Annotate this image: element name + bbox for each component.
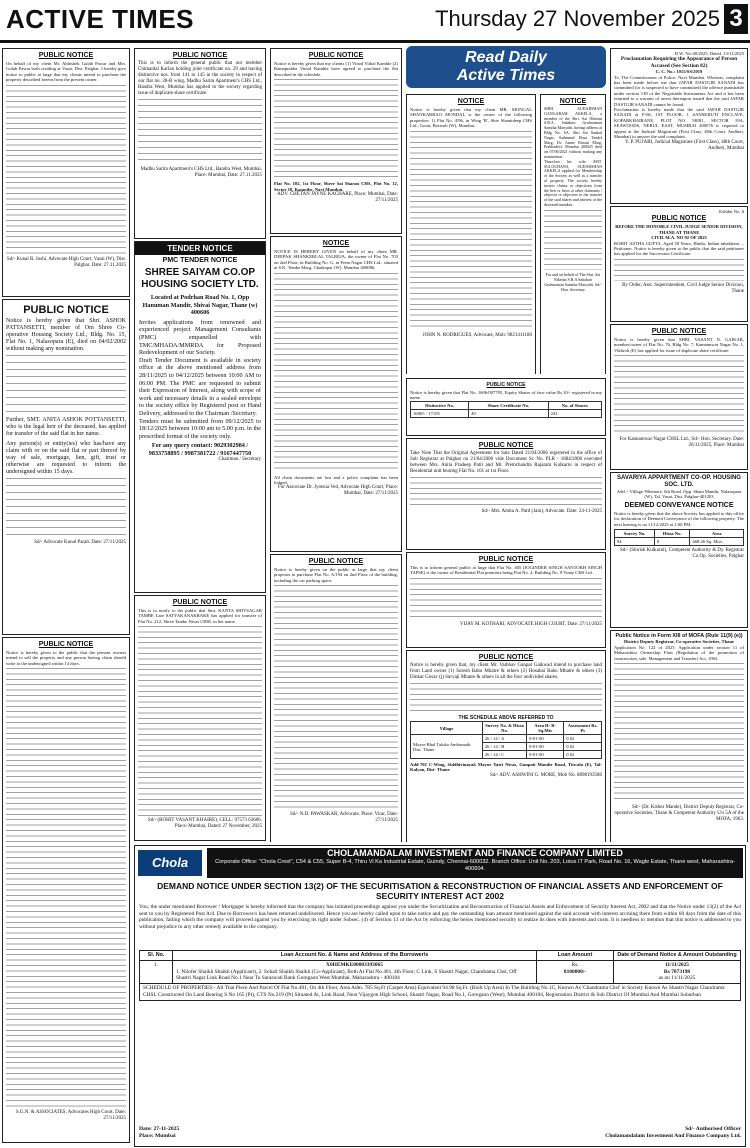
notice-intro: Notice is hereby given that SHRI. VASANT N. GAIKAR, member/owner of Flat No. 76, Bldg No. 7, Kannamwar Nagar No. 1, Vikhroli (E) has applied for issue of duplicate share certificate. bbox=[614, 337, 744, 353]
dw-reference: D.W. No-40/2025, Dated: 13/11/2025 bbox=[674, 51, 744, 56]
notice-intro: SHRI. SUDARSHAN GANGARAM AKKELA, a member of the Shri. Sai Niketan S.R.A. Sahakari Gruhnirman Sanstha Maryadit, having address at Bldg No. 6A, Shri Sai Sankul Nagar, Sadanand Hosa Tandel Marg, Dr. Annie Besant Marg, Prabhadevi, Mumbai 400025 died on 07/06/2021 without making any nomination. bbox=[544, 106, 602, 159]
notice-title: NOTICE bbox=[559, 98, 587, 105]
tender-heading: TENDER NOTICE bbox=[135, 242, 265, 255]
public-notice-1-1 bbox=[2, 48, 130, 297]
demand-date: 11/11/2025 bbox=[665, 961, 689, 968]
notice-intro: On behalf of my client Mr. Abhishek Gulab Pawar and Mrs. Gulab Pawar both residing at Vasai, Dist. Palghar, I hereby give notice to public at large that my clients intend to purchase the property described herein from the present owner. bbox=[6, 61, 126, 83]
notice-title: PUBLIC NOTICE bbox=[478, 654, 534, 661]
company-address: Corporate Office: "Chola Crest", C54 & C55, Super B-4, Thiru Vi Ka Industrial Estate, Guindy, Chennai-600032. Branch Office: Unit No. 203, Lotus IT Park, Road No. 16, Wagle Estate, Thane west, Maharashtra-400604. bbox=[215, 859, 735, 872]
mofa-notice bbox=[610, 630, 748, 842]
demand-table bbox=[139, 950, 741, 1001]
mofa-body: Application No. 122 of 2025. Application under section 11 of Maharashtra Ownership Flats (Regulation of the promotion of construction, sale, Management and Transfer) Act, 1963. bbox=[614, 644, 744, 661]
col-assessment: Assessment Rs. Ps bbox=[564, 722, 602, 735]
public-notice-1-3 bbox=[2, 637, 130, 1143]
notice-signature: For Associate Dr. Jyotsna Ved, Advocate High Court, Place: Mumbai, Date: 27/11/2025 bbox=[277, 485, 398, 497]
newspaper-title: ACTIVE TIMES bbox=[6, 4, 195, 34]
cholamandalam-demand-notice bbox=[134, 845, 746, 1147]
table-row bbox=[140, 960, 741, 983]
society-address: Add.:- Village-Nilemore, 6th Road, Opp. Shani Mandir, Nalasopara (W), Tal. Vasai, Dist. Palghar-401203 bbox=[616, 489, 742, 500]
exhibit-number: Exhibit No. 6 bbox=[719, 209, 744, 214]
demand-notice-intro: You, the under mentioned Borrower / Mortgager is hereby informed that the company has initiated proceedings against you under the Securitization and Reconstruction of Financial Assets and Enforcement of Security Interest Act, 2002 and that the Notice under 13(2) of the Act sent to you by Registered Post A/d. Due to Borrower/s has been returned undelivered. Hence you are hereby called upon to take notice and pay the outstanding loan amount mentioned against the said account with interest accruing there from within 60 days from the date of this publication, failing which the company will proceed against you by exercising its right under Subsec. (4) of Section 13 of the Act by enforcing the below mentioned security to realize its dues with interests and costs. It is needless to mention that this notice is addressed to you without prejudice to any other remedy available to the company. bbox=[139, 904, 741, 930]
notice-title: PUBLIC NOTICE bbox=[478, 442, 534, 449]
masthead bbox=[0, 0, 750, 43]
proclamation-notice bbox=[610, 48, 748, 204]
public-notice-m-2 bbox=[406, 552, 606, 648]
court-name: BEFORE THE HONOBLE CIVIL JUDGE SENIOR DIVISION, THANE AT THANE bbox=[615, 224, 743, 235]
col-area: Area bbox=[690, 530, 744, 538]
conveyance-body: Notice is hereby given that the above Society has applied to this office for declaration of Deemed Conveyance of the following property. The next hearing is on 11/12/2025 at 2:00 PM. bbox=[614, 510, 744, 527]
notice-title: PUBLIC NOTICE bbox=[308, 558, 364, 565]
share-table bbox=[410, 401, 602, 418]
read-daily-banner bbox=[406, 46, 606, 90]
amount-label: Rs. bbox=[571, 961, 579, 968]
schedule-of-properties: SCHEDULE OF PROPERTIES:- All That Piece And Parcel Of Flat No.401, On 4th Floor, Area Adm. 785 Sq.Ft (Carpet Area) Equivalent 94.98 Sq.Ft. (Built Up Area) In The Building No.1C, Known As 'Chandrama Chsl' in Society Known As Shastri Nagar Chandrama CHSL Constructed On Land Bearing S No 165 (Pt), CTS No.219 (Pt) Situated At, Link Road, Near Vijaygon High School, Shastri Nagar, Road No.1, Goregaon (West), Mumbai 400104, Registration District & Sub District Of Mumbai And Mumbai Suburban bbox=[140, 984, 741, 1001]
col-amount: Loan Amount bbox=[537, 951, 614, 961]
demand-as-of: as on 11/11/2025 bbox=[658, 975, 696, 982]
notice-signature: VIJAY M. KOTHARI, ADVOCATE HIGH COURT. Date: 27/11/2025 bbox=[459, 621, 602, 627]
mofa-title: Public Notice in Form XIII of MOFA (Rule 11(9) (e)) bbox=[615, 633, 743, 639]
notice-title: NOTICE bbox=[322, 240, 350, 247]
society-name: SAVARIYA APPARTMENT CO-OP. HOUSING SOC. LTD. bbox=[617, 475, 741, 488]
notice-body: This is to inform general public at large that Flat No. 405 (JOGINDER SINGH SANTOKH SINGH TAPSE) is the owner of Residential Flat premises being Flat No. 4, Building No. 9 Vinay CHS Ltd. bbox=[410, 565, 602, 576]
notice-title: NOTICE bbox=[457, 98, 485, 105]
public-notice-m-3 bbox=[406, 650, 606, 842]
notice-intro: NOTICE IS HEREBY GIVEN on behalf of my client MR. DEEPAK SHANKERLAL TALREJA, the owner of Flat No. 703 on 2nd Floor, in Building No. G, in Prem Nagar CHS Ltd., situated at S.K. Tembe Marg, Ghatkopar (W), Mumbai 400086. bbox=[274, 249, 398, 271]
mofa-subtitle: District Deputy Registrar, Co-operative Societies, Thane bbox=[623, 639, 735, 645]
table-row: 94 8 468.26 Sq. Mtrs. bbox=[615, 538, 744, 546]
loan-amount: 8100000/- bbox=[563, 968, 587, 975]
conveyance-title: DEEMED CONVEYANCE NOTICE bbox=[624, 501, 734, 509]
authorised-company: Cholamandalam Investment And Finance Company Ltd. bbox=[605, 1133, 741, 1139]
notice-signature: Sd/- Mrs. Amita A. Patil (Jain), Advocate. Date: 24-11-2025 bbox=[481, 509, 602, 514]
notice-signature: For and on behalf of The Shri. Sai Niketan S.R.A Sahakari Gruhnirman Sanstha Maryadit. Sd/- Hon. Secretary bbox=[544, 271, 602, 292]
notice-signature: S.G.N. & ASSOCIATES, Advocates High Court. Date: 27/11/2025 bbox=[15, 1110, 126, 1122]
public-notice-2-2 bbox=[134, 595, 266, 841]
case-number: C. C. No.: 1015/SS/2019 bbox=[655, 69, 703, 75]
notice-signature: For Kannamwar Nagar CHSL Ltd., Sd/- Hon. Secretary. Date: 26/11/2025, Place: Mumbai bbox=[619, 437, 744, 449]
authorised-officer: Sd/- Authorised Officer bbox=[685, 1126, 741, 1132]
tender-notice bbox=[134, 241, 266, 593]
table-row bbox=[140, 984, 741, 1001]
proclamation-paragraph-2: Proclamation is hereby made that the said JAFAR DASTGIR SANADI at F-06, 1ST FLOOR, 1 SANSKRUTI ENCLAVE, KOPARKHAIRANE, PLOT NO. 98/B1, SECTOR 19A, SEAWOODS, NERUL EAST, MUMBAI 400076 is required to appear at the Judicial Magistrate (First Class, 48th Court, Andheri, Mumbai) to answer the said complaint. bbox=[614, 107, 744, 140]
court-signature: By Order, Asst. Superintendent, Civil Judge Senior Division, Thane bbox=[622, 282, 744, 294]
notice-title: PUBLIC NOTICE bbox=[486, 382, 526, 388]
cell-shares: 241 bbox=[548, 409, 601, 417]
public-notice-3-2 bbox=[270, 236, 402, 552]
notice-signature: Sd/- (ROHIT VASANT KHAIRE), CELL: 97573 63606. Place: Mumbai, Dated: 27 November, 2025 bbox=[147, 818, 262, 830]
notice-title: PUBLIC NOTICE bbox=[38, 52, 94, 59]
cell-village: Moyse Bhal Taluka Ambarnath Dist. Thane bbox=[411, 735, 483, 759]
society-address: Located at Podrhan Road No. 1, Opp Hanuman Mandir, Shivai Nagar, Thane (w) 400606 bbox=[142, 294, 258, 317]
notice-paragraph-2: All chain documents are lost and a police complaint has been lodged. bbox=[274, 474, 398, 486]
schedule-table bbox=[410, 721, 602, 759]
proclamation-signature: Y. P. PUJARI, Judicial Magistrate (First Class), 48th Court, Andheri, Mumbai bbox=[625, 139, 744, 151]
table-row: 26 / 14 / B 0-01-00 0.02 bbox=[411, 743, 602, 751]
col-sl: Sl. No. bbox=[140, 951, 173, 961]
notice-intro: This is to inform the general public that our member Chimanlal Karlan holding joint certificate no. 29 and having distinctive nos. from 141 to 145 in the society in respect of our flat no. 28-B wing, Madhu Sarita Apartment's CHS Ltd., Bandra West, Mumbai has applied to the society regarding issue of duplicate share certificate. bbox=[138, 61, 262, 96]
column-1 bbox=[2, 46, 130, 1144]
public-notice-5-1 bbox=[610, 324, 748, 470]
company-name: CHOLAMANDALAM INVESTMENT AND FINANCE COMPANY LIMITED bbox=[327, 848, 623, 858]
column-4 bbox=[406, 92, 536, 374]
notice-4-1 bbox=[406, 94, 536, 374]
notice-title: PUBLIC NOTICE bbox=[23, 304, 109, 316]
property-table bbox=[614, 529, 744, 546]
proclamation-body: To, The Commissioner of Police, Navi Mumbai. Whereas, complaint has been made before me that JAFAR DASTGIR SANADI has committed (or is suspected to have committed) the offence punishable under section 138 of the Negotiable Instruments Act and it has been returned to a warrant of arrest thereupon issued that the said JAFAR DASTGIR SANADI cannot be found. bbox=[614, 74, 744, 107]
banner-line-2: Active Times bbox=[456, 67, 556, 84]
notice-intro: Notice is hereby given to the public that the present owners intend to sell the property and any person having claim should write to the undersigned within 14 days. bbox=[6, 650, 126, 666]
col-shares: No. of Shares bbox=[548, 401, 601, 409]
notice-title: PUBLIC NOTICE bbox=[172, 599, 228, 606]
column-middle-lower bbox=[406, 376, 606, 842]
notice-title: PUBLIC NOTICE bbox=[308, 52, 364, 59]
court-body: ROHIT ASTHA GUPTA, Aged 50 Years, Hindu, Indian inhabitant ... Petitioner. Notice is hereby given to the public that the said petitioner has applied for the Succession Certificate. bbox=[614, 240, 744, 257]
chola-footer bbox=[139, 1126, 741, 1142]
tender-contact: For any query contact: 9029302984 / 9833758895 / 9987381722 / 9167447750 bbox=[148, 442, 252, 457]
proclamation-title: Proclamation Requiring the Appearance of Person Accused (See Section 82) bbox=[620, 56, 738, 69]
notice-title: PUBLIC NOTICE bbox=[651, 328, 707, 335]
share-notice bbox=[406, 378, 606, 436]
notice-intro: Notice is hereby given on the public at large that my client proposes to purchase Flat No. A/194 on 2nd Floor of the building, including the car parking space. bbox=[274, 567, 398, 583]
tender-body-2: Draft Tender Document is available in society office at the above mentioned address from 28/11/2025 to 04/12/2025 between 10:00 AM to 06:00 PM. The PMC are requested to submit their Expression of Interest, along with scope of work and necessary details in a sealed envelope to the society office by Registered post or Hand Delivery, addressed to the Chairman /Secretary. bbox=[139, 356, 261, 417]
issue-date: Thursday 27 November 2025 bbox=[435, 6, 720, 31]
tender-body-3: Tenders must be submitted from 09/12/2025 to 18/12/2025 between 10:00 am to 5.00 p.m. in the prescribed format of the society only. bbox=[139, 417, 261, 440]
cell-certificate: 49 bbox=[469, 409, 549, 417]
notice-paragraph-2: Further, SMT. ANITA ASHOK POTTANSETTI, who is the legal heir of the deceased, has applied for transfer of the said flat in her name. bbox=[6, 417, 126, 437]
public-notice-3-1 bbox=[270, 48, 402, 234]
notice-4-2 bbox=[540, 94, 606, 374]
notice-paragraph-2: Therefore his wife SMT. SULOCHANA SUDARSHAN AKKELA applied for Membership of the Society as well as a transfer of property. The society hereby invites claims or objections from the heir or heirs or other claimants / objector or objectors to the transfer of the said shares and interest of the deceased member. bbox=[544, 158, 602, 207]
chola-logo: Chola bbox=[138, 850, 202, 876]
demand-notice-title: DEMAND NOTICE UNDER SECTION 13(2) OF THE SECURITISATION & RECONSTRUCTION OF FINANCIAL ASSETS AND ENFORCEMENT OF SECURITY INTEREST ACT 2002 bbox=[157, 881, 723, 901]
borrower-details: 1. Nilofer Shaikh Shaikh (Applicant), 2. Sohail Shaikh Shaikh (Co-Applicant), Both At Flat No.401, 4th Floor, C Link, S Shastri Nagar, Chandrama Chsl, Off Shastri Nagar Link Road No.1 Near To Saraswati Bank Goregaon West Mumbai, Maharashtra - 400104 bbox=[176, 968, 517, 982]
notice-intro: Notice is hereby given that my clients (1) Vinod Vithal Kamble (2) Ratnaprabha Vinod Kamble have agreed to purchase the flat described in the schedule. bbox=[274, 61, 398, 77]
public-notice-m-1 bbox=[406, 438, 606, 550]
column-2 bbox=[134, 46, 266, 842]
column-3 bbox=[270, 46, 402, 842]
notice-signature: JOHN N. RODRIGUES, Advocate, Mob: 9821411180 bbox=[422, 332, 532, 338]
col-demand: Date of Demand Notice & Amount Outstanding bbox=[614, 951, 741, 961]
col-distinctive: Distinctive No. bbox=[411, 401, 469, 409]
notice-signature: Sd/- N.D. PAWASKAR, Advocate. Place: Virar, Date: 27/11/2025 bbox=[290, 812, 398, 824]
schedule-title: THE SCHEDULE ABOVE REFERRED TO bbox=[458, 715, 554, 721]
notice-signature: Sd/- Advocate Kunal Parab. Date: 27/11/2025 bbox=[34, 540, 126, 545]
notice-signature: ADV. CHETAN JAYNE KACHARE, Place: Mumbai, Date: 27/11/2025 bbox=[277, 192, 398, 204]
notice-place: Place: Mumbai bbox=[139, 1133, 176, 1139]
tender-subheading: PMC TENDER NOTICE bbox=[162, 257, 238, 264]
notice-signature: Madhu Sarita Apartment's CHS Ltd., Bandra West, Mumbai. Place: Mumbai, Date: 27.11.2025 bbox=[140, 167, 262, 178]
cell-distinctive: 16865 - 17105 bbox=[411, 409, 469, 417]
court-notice bbox=[610, 206, 748, 322]
col-area: Area H- R- Sq.Mtr bbox=[527, 722, 564, 735]
notice-date: Date: 27-11-2025 bbox=[139, 1126, 180, 1132]
notice-signature: Sd/- ADV. ASHWINI G. MORE, Mob No. 8898193586 bbox=[490, 772, 602, 778]
notice-body: Notice is hereby given that, my client Mr. Vaibhav Ganpat Gaikwad intend to purchase land from Land owner (1) Suresh Babu Mhatre & others (2) Hosabai Babu Mhatre & others (3) Dinkar Gosav (j) Suryaji Mhatre & others in all the four undivided shares. bbox=[410, 663, 602, 680]
notice-intro: This is to notify to the public that Smt. KANTA SHIVSAGAR TAMBE Late SATYAKANAKRAKE has applied for transfer of Flat No. 212, Shree Tambe Nivas CHSL in her name. bbox=[138, 608, 262, 624]
table-row: 26 / 14 / C 0-01-00 0.02 bbox=[411, 751, 602, 759]
cell-sl: 1. bbox=[140, 960, 173, 983]
notice-paragraph-3: Any person(s) or entity(ies) who has/have any claim with or on the said flat or part thereof by way of sale, mortgage, lien, gift, trust or otherwise are requested to inform the undersigned within 15 days. bbox=[6, 441, 126, 475]
notice-title: PUBLIC NOTICE bbox=[38, 641, 94, 648]
public-notice-3-3 bbox=[270, 554, 402, 842]
col-survey: Survey No. bbox=[615, 530, 655, 538]
notice-signature: Sd/- Kunal R. Joshi, Advocate High Court, Vasai (W), Dist. Palghar. Date: 27.11.2025 bbox=[6, 256, 126, 268]
tender-body-1: Invites applications from renowned and experienced project Management Consultants (PMC) empanelled with TMC/MHADA/MMRDA for Proposed Redevelopment of our Society. bbox=[139, 318, 261, 357]
col-survey: Survey No. & Hissa No. bbox=[482, 722, 526, 735]
demand-amount: Rs 7873198 bbox=[663, 968, 691, 975]
deemed-conveyance-notice bbox=[610, 472, 748, 628]
notice-title: PUBLIC NOTICE bbox=[172, 52, 228, 59]
court-case: CIVIL M.A. NO 92 OF 2025 bbox=[651, 235, 707, 241]
notice-intro: Notice is hereby given that my client MR. MONGAL SHANKARRAO MONDAL is the owner of the following properties: 1) Flat No. 4/96, in Wing 'B', Shiv Shantideep CHS Ltd., Gorai, Borivali (W), Mumbai. bbox=[410, 107, 532, 129]
col-village: Village bbox=[411, 722, 483, 735]
notice-title: PUBLIC NOTICE bbox=[651, 215, 707, 223]
notice-schedule: Flat No. 102, 1st Floor, Shree Sai Sharan CHS, Plot No. 12, Sector 18, Kamothe, Navi Mumbai. bbox=[274, 181, 398, 192]
col-loan: Loan Account No. & Name and Address of the Borrower/s bbox=[173, 951, 537, 961]
chola-header bbox=[207, 848, 743, 878]
page-number: 3 bbox=[724, 4, 748, 34]
public-notice-1-2 bbox=[2, 299, 130, 635]
notice-intro: Notice is hereby given that Flat No. 1606/007795, Equity Shares of face value Rs.10/- registered in my name. bbox=[410, 390, 602, 401]
conveyance-signature: Sd/- (Shirish Kulkarni), Competent Authority & Dy. Registrar Co.Op. Societies, Palghar bbox=[620, 548, 744, 560]
mofa-signature: Sd/- (Dr. Kishor Mande), District Deputy Registrar, Co-operative Societies, Thane & Competent Authority U/s 5A of the MOFA, 1963. bbox=[614, 805, 744, 823]
advocate-address: Add-702 C-Wing, Siddhivinayak Mayur Yatri Nivas, Ganpati Mandir Road, Titwala (E), Tal-Kalyan, Dist- Thane bbox=[410, 762, 602, 773]
loan-account-number: X0HEMKE00003393065 bbox=[326, 961, 383, 968]
society-name: SHREE SAIYAM CO.OP HOUSING SOCIETY LTD. bbox=[141, 267, 259, 290]
col-certificate: Share Certificate No. bbox=[469, 401, 549, 409]
table-row: Moyse Bhal Taluka Ambarnath Dist. Thane 26 / 14 / A 0-01-00 0.02 bbox=[411, 735, 602, 743]
notice-body: Take Note That the Original Agreement for Sale Dated 21/04/2006 registered in the office of Sub Registrar at Palghar on 21/04/2006 vide Document Sr. No. PLR - 1884/2006 executed between Mrs. Anita Pradeep Patil and Mr. Premchandra Rajaram Kulkarni in respect of Residential unit bearing Flat No. 101 at 1st Floor. bbox=[410, 451, 602, 474]
banner-line-1: Read Daily bbox=[465, 49, 547, 66]
column-4b bbox=[540, 92, 606, 374]
tender-signature: Chairman / Secretary bbox=[218, 457, 261, 463]
notice-title: PUBLIC NOTICE bbox=[478, 556, 534, 563]
public-notice-2-1 bbox=[134, 48, 266, 239]
col-hissa: Hissa No. bbox=[655, 530, 690, 538]
notice-intro: Notice is hereby given that Shri. ASHOK PATTANSETTI, member of Om Shree Co-operative Housing Society Ltd., Bldg. No. 15, Flat No. 1, Nalasopara (E), died on 04/02/2002 without making any nomination. bbox=[6, 318, 126, 352]
column-5 bbox=[610, 46, 748, 842]
